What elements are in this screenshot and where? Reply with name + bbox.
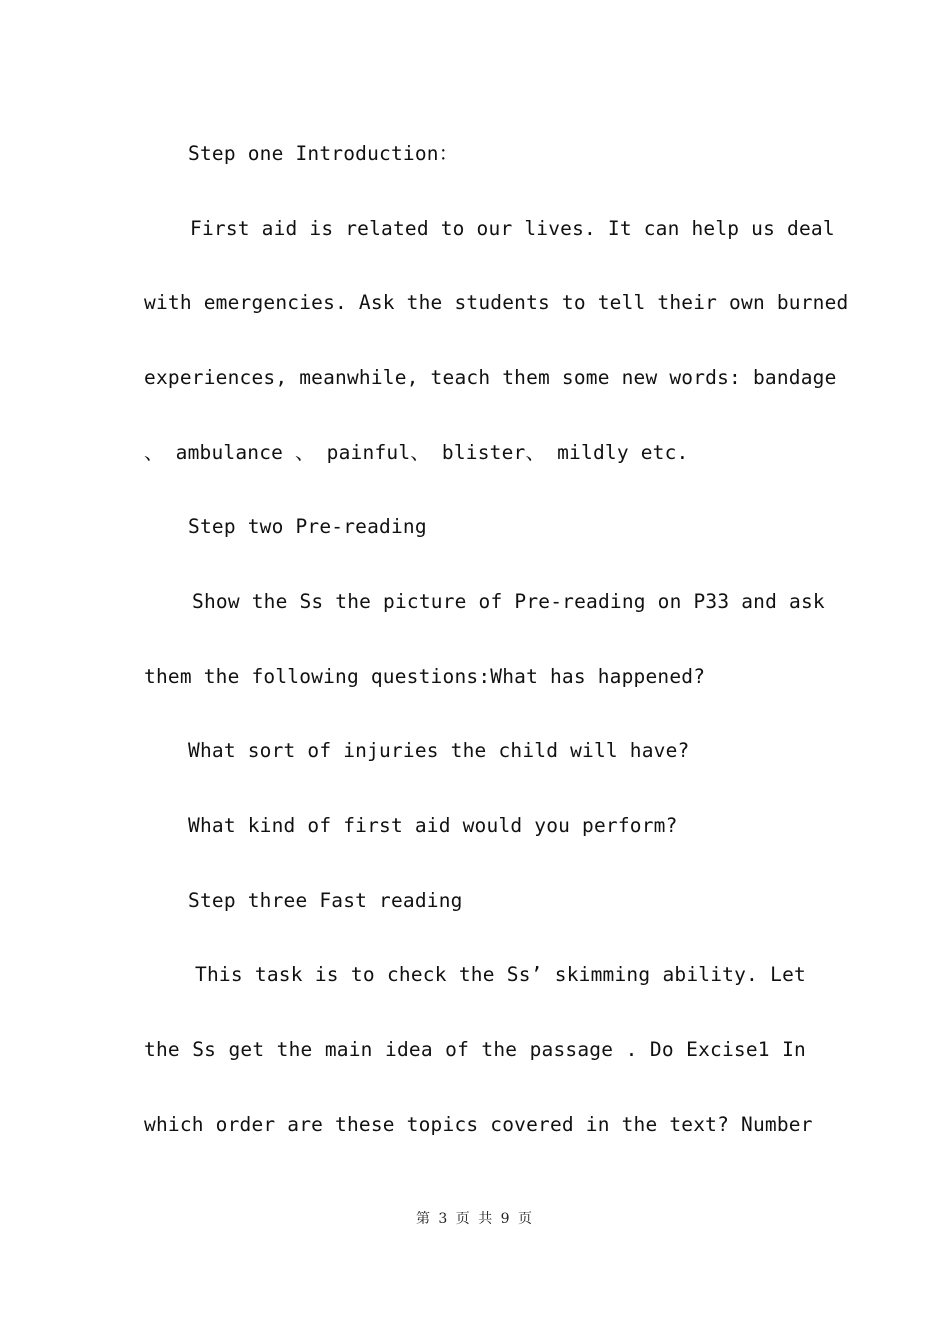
paragraph-line: with emergencies. Ask the students to tell their own burned	[144, 291, 849, 314]
page-number-footer: 第 3 页 共 9 页	[415, 1211, 535, 1227]
heading-step-one: Step one Introduction：	[188, 142, 459, 165]
heading-step-two: Step two Pre-reading	[188, 515, 427, 538]
paragraph-line: First aid is related to our lives. It can help us deal	[190, 217, 835, 240]
question-line: What sort of injuries the child will have?	[188, 739, 690, 762]
paragraph-line: Show the Ss the picture of Pre-reading on P33 and ask	[192, 590, 825, 613]
paragraph-line: experiences, meanwhile, teach them some new words: bandage	[144, 366, 837, 389]
paragraph-line: the Ss get the main idea of the passage . Do Excise1 In	[144, 1038, 806, 1061]
paragraph-line: them the following questions:What has happened?	[144, 665, 706, 688]
paragraph-line: This task is to check the Ss’ skimming ability. Let	[195, 963, 806, 986]
paragraph-line: 、 ambulance 、 painful、 blister、 mildly etc.	[144, 441, 689, 464]
question-line: What kind of first aid would you perform?	[188, 814, 678, 837]
paragraph-line: which order are these topics covered in the text? Number	[144, 1113, 813, 1136]
heading-step-three: Step three Fast reading	[188, 889, 463, 912]
